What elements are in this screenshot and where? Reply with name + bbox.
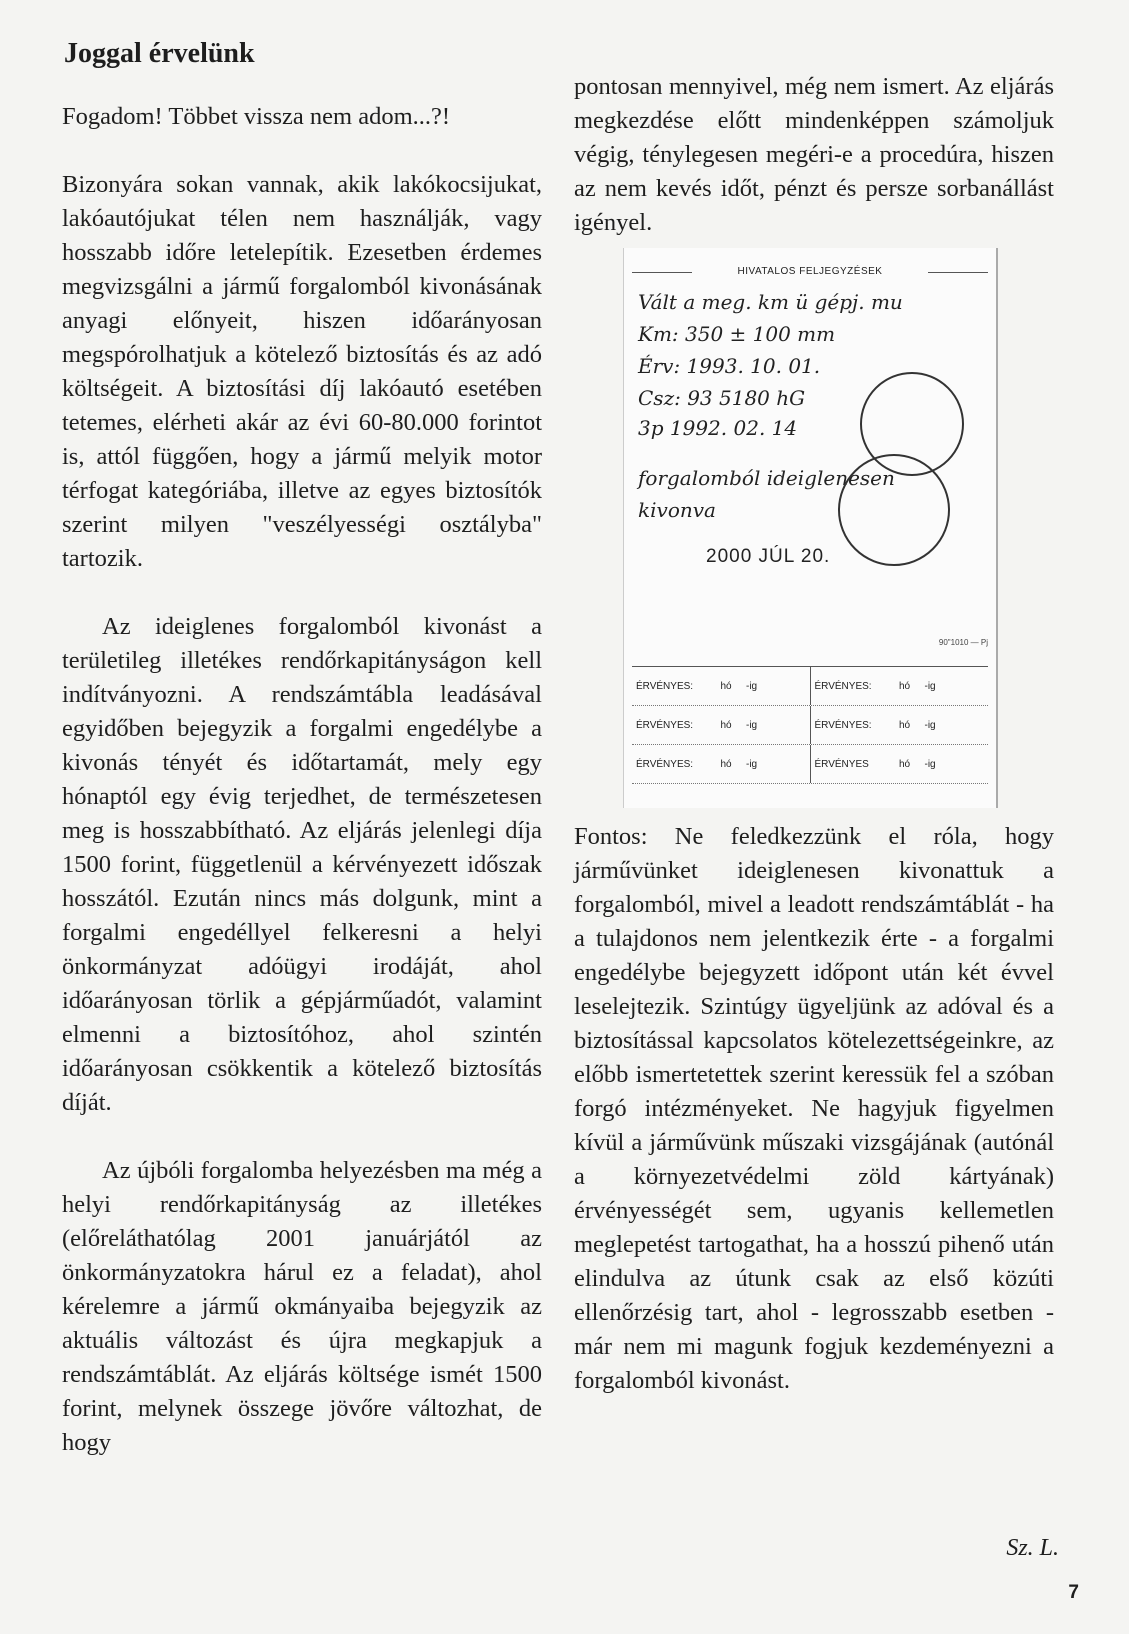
right-column-lower: [574, 820, 1054, 1398]
validity-month: hó: [720, 719, 732, 731]
validity-grid: [632, 666, 988, 784]
validity-month: hó: [898, 719, 911, 731]
validity-label: ÉRVÉNYES:: [636, 758, 694, 770]
official-stamp-icon: [838, 454, 950, 566]
validity-cell: [632, 745, 810, 783]
validity-cell: [632, 706, 810, 744]
handwritten-line: forgalomból ideiglenesen: [638, 466, 895, 490]
left-column: [62, 100, 542, 1460]
validity-label: ÉRVÉNYES:: [636, 680, 694, 692]
right-paragraph-2: Fontos: Ne feledkezzünk el róla, hogy járművünket ideiglenesen kivonattuk a forgalomból, mivel a leadott rendszámtáblát - ha a tulajdonos nem jelentkezik érte - a forgalmi engedélybe bejegyzett időpont után két évvel leselejtezik. Szintúgy ügyeljünk az adóval és a biztosítással kapcsolatos kötelezettségeinkre, az előbb ismertetettek szerint keressük fel a szóban forgó intézményeket. Ne hagyjuk figyelmen kívül a járművünk műszaki vizsgájának (autónál a környezetvédelmi zöld kártyának) érvényességét sem, ugyanis kellemetlen meglepetést tartogathat, ha a hosszú pihenő után elindulva az útunk csak az első közúti ellenőrzésig tart, ahol - legrosszabb esetben - már nem mi magunk fogjuk kezdeményezni a forgalomból kivonást.: [574, 823, 1054, 1394]
validity-month: hó: [898, 758, 911, 770]
validity-label: ÉRVÉNYES:: [814, 719, 872, 731]
validity-until: -ig: [746, 758, 758, 770]
validity-cell: [810, 667, 989, 705]
author-signature: Sz. L.: [1006, 1535, 1059, 1561]
validity-row: [632, 667, 988, 706]
validity-until: -ig: [746, 680, 758, 692]
lead-paragraph: Fogadom! Többet vissza nem adom...?!: [62, 103, 451, 130]
validity-until: -ig: [924, 758, 936, 770]
validity-label: ÉRVÉNYES: [814, 758, 869, 770]
handwritten-line: Vált a meg. km ü gépj. mu: [638, 290, 903, 314]
validity-month: hó: [898, 680, 911, 692]
handwritten-line: Érv: 1993. 10. 01.: [638, 354, 821, 378]
validity-month: hó: [720, 680, 732, 692]
handwritten-line: 3p 1992. 02. 14: [638, 416, 798, 440]
validity-until: -ig: [924, 680, 936, 692]
validity-label: ÉRVÉNYES:: [636, 719, 694, 731]
right-column: [574, 70, 1054, 240]
document-code: 90"1010 — Pj: [938, 638, 988, 647]
stamp-date: 2000 JÚL 20.: [706, 546, 831, 567]
validity-row: [632, 745, 988, 784]
paragraph-2: Az ideiglenes forgalomból kivonást a területileg illetékes rendőrkapitányságon kell indítványozni. A rendszámtábla leadásával egyidőben bejegyzik a forgalmi engedélybe a kivonás tényét és időtartamát, mely egy hónaptól egy évig terjedhet, de természetesen meg is hosszabbítható. Az eljárás jelenlegi díja 1500 forint, függetlenül a kérvényezett időszak hosszától. Ezután nincs más dolgunk, mint a forgalmi engedéllyel felkeresni a helyi önkormányzat adóügyi irodáját, ahol időarányosan törlik a gépjárműadót, valamint elmenni a biztosítóhoz, ahol szintén időarányosan csökkentik a kötelező biztosítás díját.: [62, 613, 542, 1116]
vehicle-registration-notes-image: [623, 248, 998, 808]
validity-until: -ig: [924, 719, 936, 731]
validity-until: -ig: [746, 719, 758, 731]
handwritten-line: Csz: 93 5180 hG: [638, 386, 806, 410]
right-paragraph-1: pontosan mennyivel, még nem ismert. Az eljárás megkezdése előtt mindenképpen számoljuk végig, ténylegesen megéri-e a procedúra, hiszen az nem kevés időt, pénzt és persze sorbanállást igényel.: [574, 73, 1054, 236]
validity-cell: [810, 745, 989, 783]
paragraph-1: Bizonyára sokan vannak, akik lakókocsijukat, lakóautójukat télen nem használják, vagy hosszabb időre letelepítik. Ezesetben érdemes megvizsgálni a jármű forgalomból kivonásának anyagi előnyeit, hiszen időarányosan megspórolhatjuk a kötelező biztosítás és az adó költségeit. A biztosítási díj lakóautó esetében tetemes, elérheti akár az évi 60-80.000 forintot is, attól függően, hogy a jármű melyik motor térfogat kategóriába, illetve az egyes biztosítók szerint milyen "veszélyességi osztályba" tartozik.: [62, 171, 542, 572]
validity-month: hó: [720, 758, 732, 770]
validity-label: ÉRVÉNYES:: [814, 680, 872, 692]
handwritten-line: kivonva: [638, 498, 716, 522]
validity-cell: [632, 667, 810, 705]
validity-cell: [810, 706, 989, 744]
handwritten-line: Km: 350 ± 100 mm: [638, 322, 836, 346]
validity-row: [632, 706, 988, 745]
figure-heading: HIVATALOS FELJEGYZÉSEK: [632, 266, 988, 277]
page-title: Joggal érvelünk: [64, 38, 255, 69]
page-number: 7: [1068, 1582, 1079, 1603]
paragraph-3: Az újbóli forgalomba helyezésben ma még a helyi rendőrkapitányság az illetékes (előreláthatólag 2001 januárjától az önkormányzatokra hárul ez a feladat), ahol kérelemre a jármű okmányaiba bejegyzik az aktuális változást és újra megkapjuk a rendszámtáblát. Az eljárás költsége ismét 1500 forint, melynek összege jövőre változhat, de hogy: [62, 1157, 542, 1456]
